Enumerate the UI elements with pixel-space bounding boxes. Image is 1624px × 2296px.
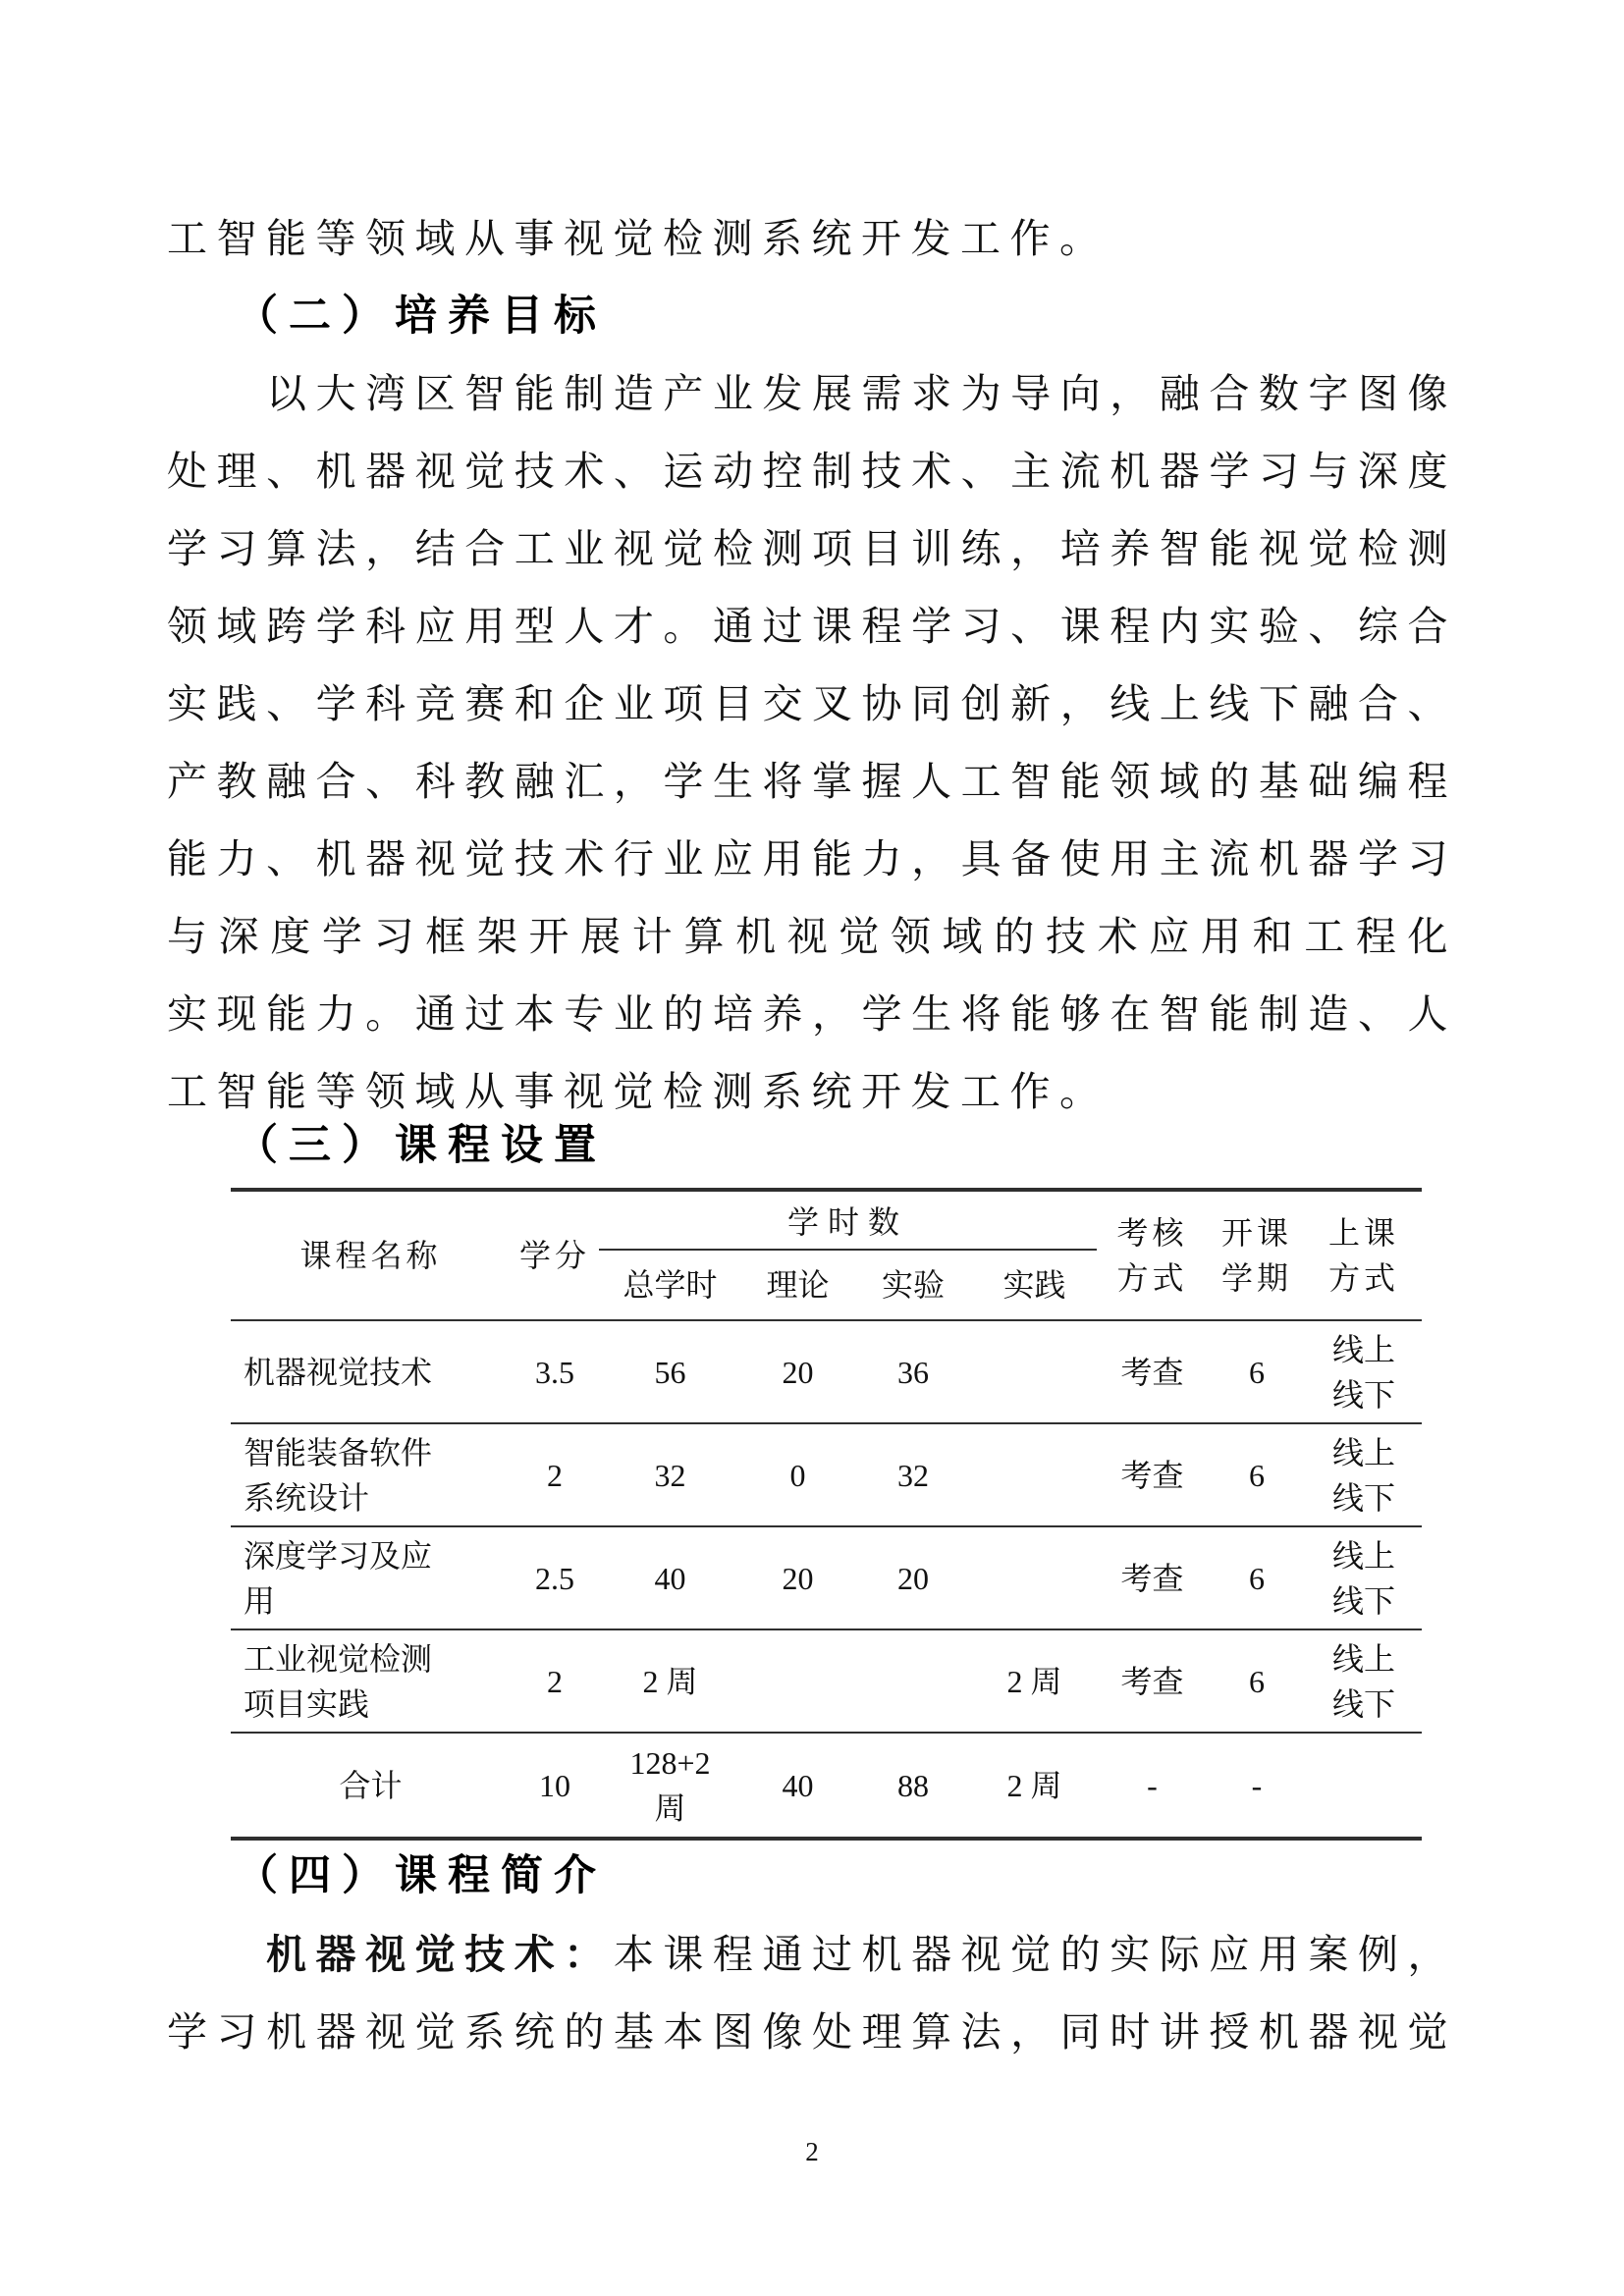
lab-cell: 32 <box>897 1457 929 1493</box>
assessment-cell: 考查 <box>1120 1663 1184 1699</box>
mode-cell: 线上 线下 <box>1331 1331 1395 1413</box>
header-practice: 实践 <box>1002 1267 1066 1303</box>
assessment-cell: 考查 <box>1120 1560 1184 1596</box>
body-line: 实践、学科竞赛和企业项目交叉协同创新，线上线下融合、 <box>167 681 1457 726</box>
table-row <box>231 1321 1422 1424</box>
total-hours-cell: 128+2 周 <box>629 1744 711 1826</box>
section-3 <box>167 1107 1457 1185</box>
body-line: 工智能等领域从事视觉检测系统开发工作。 <box>167 216 1110 261</box>
course-name-cell: 深度学习及应 用 <box>244 1537 433 1619</box>
section-4-heading: （四）课程简介 <box>236 1852 607 1899</box>
course-name-cell: 工业视觉检测 项目实践 <box>244 1640 433 1722</box>
table-header <box>231 1192 1422 1321</box>
continuation-paragraph <box>167 200 1457 278</box>
table-row <box>231 1630 1422 1734</box>
body-line: 工智能等领域从事视觉检测系统开发工作。 <box>167 1069 1110 1114</box>
theory-cell: 40 <box>782 1767 814 1803</box>
theory-cell: 0 <box>789 1457 806 1493</box>
header-semester: 开课 学期 <box>1220 1215 1292 1296</box>
credits-cell: 2.5 <box>535 1560 574 1596</box>
body-line: 处理、机器视觉技术、运动控制技术、主流机器学习与深度 <box>167 449 1457 494</box>
header-hours-group <box>599 1192 1097 1319</box>
credits-cell: 2 <box>547 1663 563 1699</box>
practice-cell: 2 周 <box>1006 1663 1062 1699</box>
table-row <box>231 1424 1422 1527</box>
header-credits: 学分 <box>518 1238 590 1273</box>
body-line: 与深度学习框架开展计算机视觉领域的技术应用和工程化 <box>167 914 1457 959</box>
body-line: 以大湾区智能制造产业发展需求为导向，融合数字图像 <box>266 371 1457 416</box>
course-name-cell: 智能装备软件 系统设计 <box>244 1434 433 1516</box>
total-hours-cell: 32 <box>654 1457 686 1493</box>
section-2-heading: （二）培养目标 <box>236 293 607 340</box>
header-course-name: 课程名称 <box>299 1238 442 1273</box>
practice-cell <box>972 1424 1097 1525</box>
course-intro-text: 本课程通过机器视觉的实际应用案例， <box>613 1932 1458 1977</box>
body-line: 能力、机器视觉技术行业应用能力，具备使用主流机器学习 <box>167 836 1457 881</box>
credits-cell: 10 <box>539 1767 570 1803</box>
assessment-cell: 考查 <box>1120 1354 1184 1390</box>
semester-cell: 6 <box>1249 1457 1265 1493</box>
section-2-paragraph <box>167 355 1457 1131</box>
body-line: 实现能力。通过本专业的培养，学生将能够在智能制造、人 <box>167 991 1457 1037</box>
semester-cell: 6 <box>1249 1663 1265 1699</box>
body-line: 领域跨学科应用型人才。通过课程学习、课程内实验、综合 <box>167 604 1457 649</box>
credits-cell: 2 <box>547 1457 563 1493</box>
header-lab: 实验 <box>881 1267 945 1303</box>
semester-cell: 6 <box>1249 1354 1265 1390</box>
mode-cell: 线上 线下 <box>1331 1434 1395 1516</box>
mode-cell <box>1306 1734 1422 1837</box>
header-theory: 理论 <box>766 1267 830 1303</box>
body-line: 学习机器视觉系统的基本图像处理算法，同时讲授机器视觉 <box>167 2009 1457 2055</box>
total-hours-cell: 2 周 <box>642 1663 698 1699</box>
lab-cell: 36 <box>897 1354 929 1390</box>
theory-cell: 20 <box>782 1560 814 1596</box>
credits-cell: 3.5 <box>535 1354 574 1390</box>
header-mode: 上课 方式 <box>1327 1215 1399 1296</box>
table-row <box>231 1527 1422 1630</box>
lab-cell: 88 <box>897 1767 929 1803</box>
theory-cell: 20 <box>782 1354 814 1390</box>
semester-cell: 6 <box>1249 1560 1265 1596</box>
section-2 <box>167 278 1457 355</box>
mode-cell: 线上 线下 <box>1331 1640 1395 1722</box>
lab-cell: 20 <box>897 1560 929 1596</box>
section-4 <box>167 1838 1457 1915</box>
header-assessment: 考核 方式 <box>1116 1215 1188 1296</box>
body-line: 学习算法，结合工业视觉检测项目训练，培养智能视觉检测 <box>167 526 1457 571</box>
total-hours-cell: 56 <box>654 1354 686 1390</box>
assessment-cell: - <box>1147 1767 1158 1803</box>
semester-cell: - <box>1251 1767 1263 1803</box>
assessment-cell: 考查 <box>1120 1457 1184 1493</box>
section-4-paragraph <box>167 1916 1457 2071</box>
header-hours-label: 学时数 <box>599 1192 1097 1251</box>
course-name-cell: 机器视觉技术 <box>244 1354 433 1390</box>
practice-cell <box>972 1527 1097 1629</box>
course-intro-lead: 机器视觉技术： <box>266 1932 614 1977</box>
page-number: 2 <box>805 2137 819 2166</box>
body-line <box>167 1916 1457 1994</box>
mode-cell: 线上 线下 <box>1331 1537 1395 1619</box>
course-name-cell: 合计 <box>339 1767 403 1803</box>
lab-cell <box>854 1630 972 1732</box>
body-line: 产教融合、科教融汇，学生将掌握人工智能领域的基础编程 <box>167 759 1457 804</box>
theory-cell <box>741 1630 854 1732</box>
header-hours-subrow <box>599 1251 1097 1319</box>
section-3-heading: （三）课程设置 <box>236 1122 607 1169</box>
practice-cell: 2 周 <box>1006 1767 1062 1803</box>
table-row-total <box>231 1734 1422 1837</box>
practice-cell <box>972 1321 1097 1422</box>
header-total-hours: 总学时 <box>623 1267 718 1303</box>
total-hours-cell: 40 <box>654 1560 686 1596</box>
course-table <box>231 1188 1422 1841</box>
